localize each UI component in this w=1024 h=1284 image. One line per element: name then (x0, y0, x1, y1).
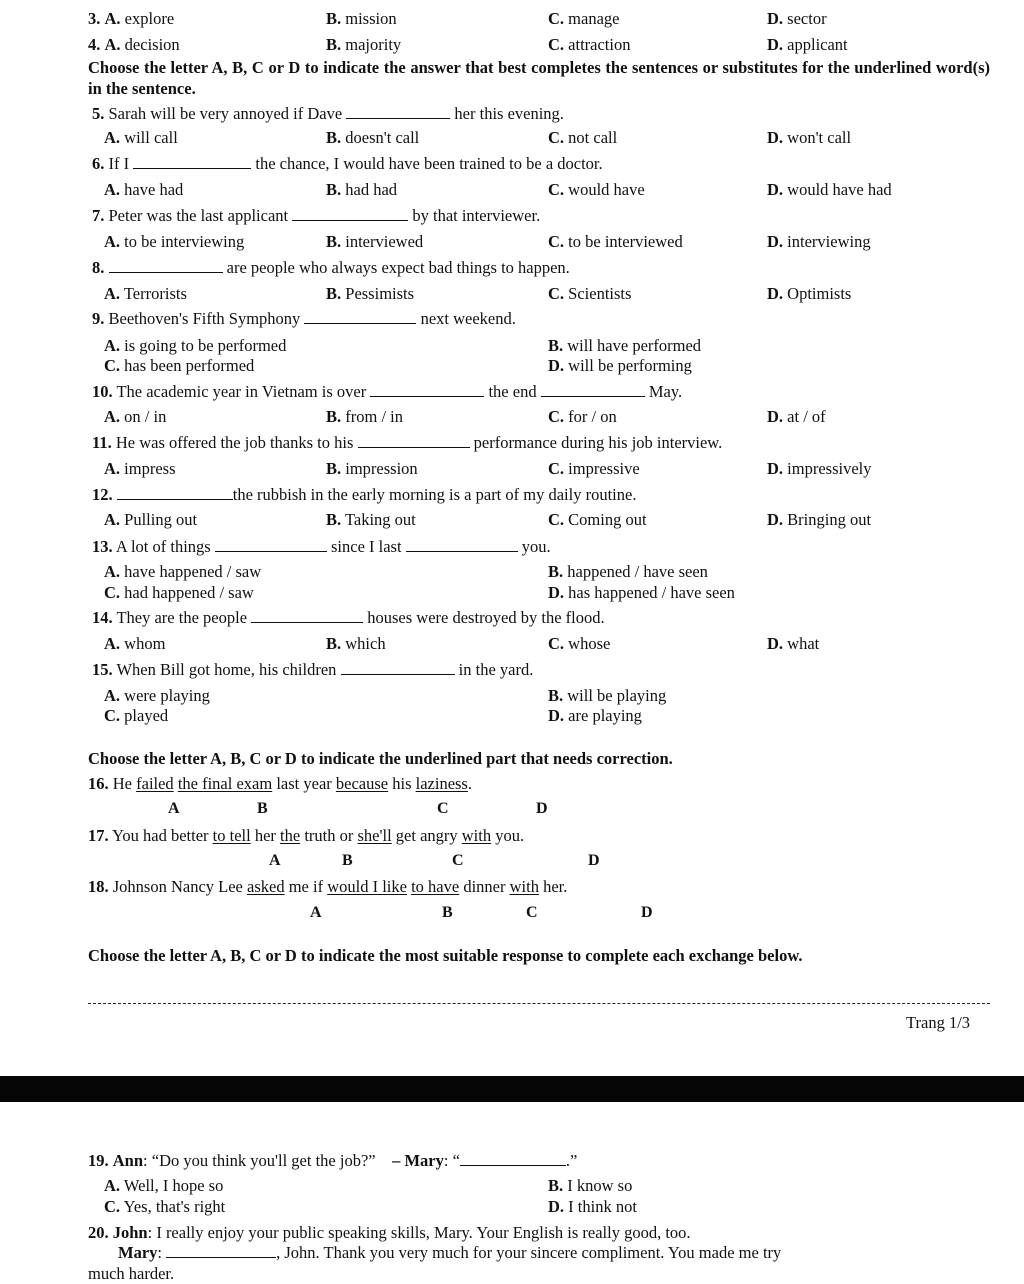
q12-option-d: D. Bringing out (767, 510, 872, 529)
q13-option-d: D. has happened / have seen (548, 583, 735, 602)
q12-option-a: A. Pulling out (104, 510, 198, 529)
q16-label-d: D (536, 800, 548, 817)
q13-option-a: A. have happened / saw (104, 562, 262, 581)
q15-option-a: A. were playing (104, 686, 210, 705)
section-instruction-error: Choose the letter A, B, C or D to indicate the underlined part that needs correction. (88, 749, 673, 768)
q4-option-c: C. attraction (548, 35, 631, 54)
q8-option-a: A. Terrorists (104, 284, 187, 303)
q20-continuation: much harder. (88, 1264, 175, 1283)
q4-option-d: D. applicant (767, 35, 848, 54)
q4-option-b: B. majority (326, 35, 402, 54)
q9-option-d: D. will be performing (548, 356, 692, 375)
q11-option-d: D. impressively (767, 459, 872, 478)
q11-option-b: B. impression (326, 459, 418, 478)
page-separator (88, 1003, 990, 1004)
q14-option-a: A. whom (104, 634, 166, 653)
q3-option-d: D. sector (767, 9, 827, 28)
q7-option-a: A. to be interviewing (104, 232, 245, 251)
q14-stem: 14. They are the people houses were destroyed by the flood. (92, 608, 605, 627)
q17-label-a: A (269, 852, 281, 869)
q5-option-a: A. will call (104, 128, 178, 147)
q4-option-a: 4. A. decision (88, 35, 180, 54)
q6-option-a: A. have had (104, 180, 184, 199)
q20-response-line: Mary: , John. Thank you very much for your sincere compliment. You made me try (118, 1243, 782, 1262)
q10-option-b: B. from / in (326, 407, 404, 426)
q7-stem: 7. Peter was the last applicant by that interviewer. (92, 206, 541, 225)
q6-option-d: D. would have had (767, 180, 892, 199)
q6-option-b: B. had had (326, 180, 398, 199)
q17-label-b: B (342, 852, 353, 869)
q11-option-c: C. impressive (548, 459, 640, 478)
q14-option-c: C. whose (548, 634, 611, 653)
q9-option-b: B. will have performed (548, 336, 702, 355)
q19-option-c: C. Yes, that's right (104, 1197, 226, 1216)
q10-option-a: A. on / in (104, 407, 167, 426)
page-number: Trang 1/3 (906, 1013, 971, 1032)
q5-option-c: C. not call (548, 128, 618, 147)
page-break-bar (0, 1076, 1024, 1102)
q8-stem: 8. are people who always expect bad things to happen. (92, 258, 570, 277)
q11-option-a: A. impress (104, 459, 176, 478)
q11-stem: 11. He was offered the job thanks to his performance during his job interview. (92, 433, 723, 452)
q9-option-c: C. has been performed (104, 356, 255, 375)
q15-option-d: D. are playing (548, 706, 642, 725)
q9-option-a: A. is going to be performed (104, 336, 287, 355)
q18-label-b: B (442, 904, 453, 921)
q6-option-c: C. would have (548, 180, 645, 199)
q7-option-b: B. interviewed (326, 232, 424, 251)
q19-stem: 19. Ann: “Do you think you'll get the job?” – Mary: “ .” (88, 1151, 578, 1170)
q7-option-c: C. to be interviewed (548, 232, 683, 251)
q15-stem: 15. When Bill got home, his children in the yard. (92, 660, 534, 679)
q3-options: 3. A. explore (88, 9, 175, 28)
q6-stem: 6. If I the chance, I would have been trained to be a doctor. (92, 154, 603, 173)
q13-stem: 13. A lot of things since I last you. (92, 537, 551, 556)
q8-option-b: B. Pessimists (326, 284, 415, 303)
q15-option-c: C. played (104, 706, 169, 725)
q5-option-b: B. doesn't call (326, 128, 420, 147)
q5-stem: 5. Sarah will be very annoyed if Dave her this evening. (92, 104, 564, 123)
q13-option-c: C. had happened / saw (104, 583, 254, 602)
q18-stem: 18. Johnson Nancy Lee asked me if would I like to have dinner with her. (88, 877, 568, 896)
q17-stem: 17. You had better to tell her the truth or she'll get angry with you. (88, 826, 525, 845)
q13-option-b: B. happened / have seen (548, 562, 708, 581)
q8-option-c: C. Scientists (548, 284, 632, 303)
q10-option-d: D. at / of (767, 407, 826, 426)
q16-stem: 16. He failed the final exam last year because his laziness. (88, 774, 472, 793)
q17-label-d: D (588, 852, 600, 869)
q12-option-b: B. Taking out (326, 510, 416, 529)
q19-option-b: B. I know so (548, 1176, 633, 1195)
q9-stem: 9. Beethoven's Fifth Symphony next weekend. (92, 309, 516, 328)
q16-label-c: C (437, 800, 449, 817)
q14-option-b: B. which (326, 634, 386, 653)
q3-option-c: C. manage (548, 9, 620, 28)
q7-option-d: D. interviewing (767, 232, 871, 251)
section-instruction-vocab: Choose the letter A, B, C or D to indicate the answer that best completes the sentences or substitutes for the underlined word(s) in the sentence. (88, 58, 990, 98)
q16-label-b: B (257, 800, 268, 817)
q15-option-b: B. will be playing (548, 686, 667, 705)
q10-option-c: C. for / on (548, 407, 617, 426)
q18-label-a: A (310, 904, 322, 921)
q5-option-d: D. won't call (767, 128, 852, 147)
q12-option-c: C. Coming out (548, 510, 647, 529)
q8-option-d: D. Optimists (767, 284, 852, 303)
q14-option-d: D. what (767, 634, 820, 653)
q12-stem: 12. the rubbish in the early morning is a part of my daily routine. (92, 485, 637, 504)
section-instruction-response: Choose the letter A, B, C or D to indicate the most suitable response to complete each exchange below. (88, 946, 803, 965)
q18-label-c: C (526, 904, 538, 921)
q16-label-a: A (168, 800, 180, 817)
q18-label-d: D (641, 904, 653, 921)
q19-option-a: A. Well, I hope so (104, 1176, 224, 1195)
q17-label-c: C (452, 852, 464, 869)
q10-stem: 10. The academic year in Vietnam is over the end May. (92, 382, 683, 401)
q19-option-d: D. I think not (548, 1197, 637, 1216)
q20-stem: 20. John: I really enjoy your public speaking skills, Mary. Your English is really good, too. (88, 1223, 691, 1242)
q3-option-b: B. mission (326, 9, 397, 28)
